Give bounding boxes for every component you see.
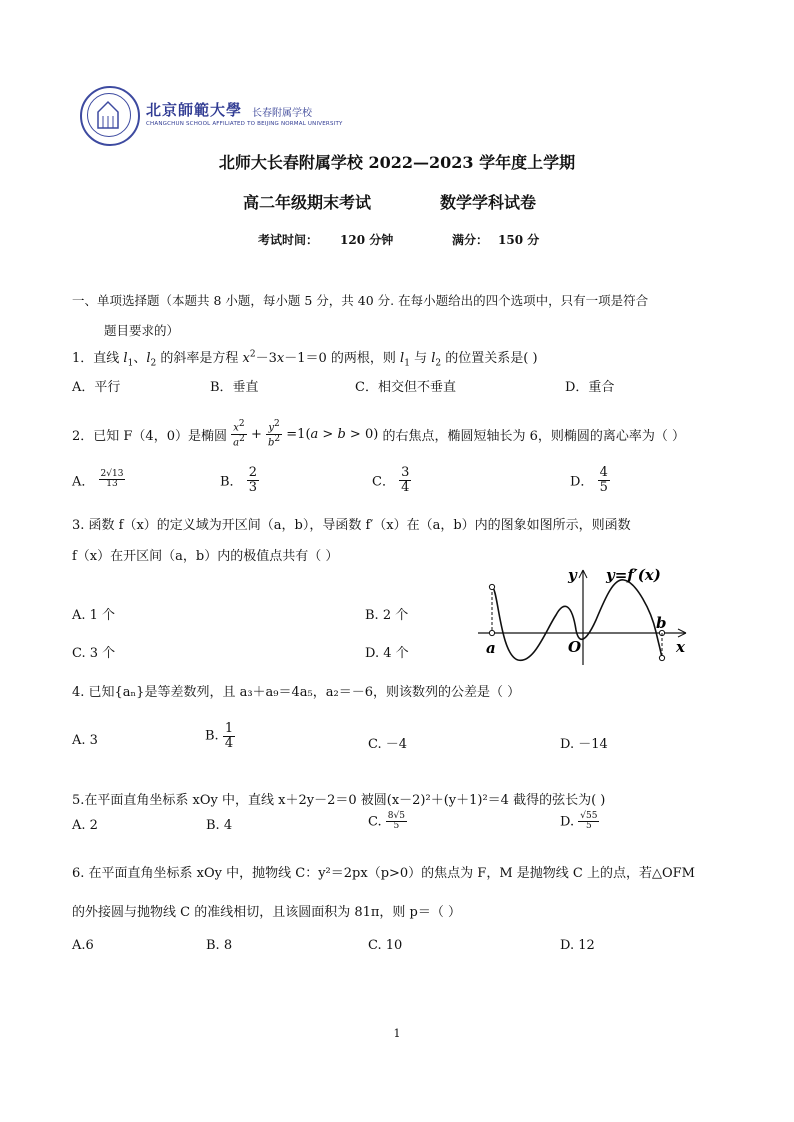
page-number: 1 [393, 1027, 401, 1040]
origin-label: O [568, 638, 582, 656]
q3-option-b: B. 2 个 [365, 608, 409, 623]
exam-subtitle-grade: 高二年级期末考试 [243, 193, 372, 212]
q6-option-c: C. 10 [368, 938, 403, 953]
a-endpoint [489, 584, 494, 589]
a-label: a [486, 639, 496, 657]
q5-option-a: A. 2 [72, 818, 98, 833]
question-6-stem-line1: 6. 在平面直角坐标系 xOy 中，抛物线 C：y²＝2px（p>0）的焦点为 F，M 是抛物线 C 上的点，若△OFM [72, 866, 695, 881]
derivative-graph [476, 560, 696, 670]
q4-option-c: C. －4 [368, 737, 408, 752]
logo-university-name: 北京師範大學 [146, 101, 243, 119]
q4-option-d: D. －14 [560, 737, 608, 752]
function-label: y=f′(x) [606, 566, 661, 584]
full-score-value: 150 分 [498, 233, 540, 247]
q6-option-d: D. 12 [560, 938, 595, 953]
q2-option-a: A． $\frac{2√13}{13}$ [72, 469, 124, 490]
q6-option-b: B. 8 [206, 938, 233, 953]
exam-time-value: 120 分钟 [340, 233, 394, 247]
question-1-stem: 1．直线 $l_1$、$l_2$ 的斜率是方程 $x^2-3x-1=0$ 的两根，则 $l_1$ 与 $l_2$ 的位置关系是( ) [72, 349, 538, 369]
full-score-label: 满分： [452, 233, 489, 247]
a-axis-point [489, 630, 494, 635]
q3-option-d: D. 4 个 [365, 646, 409, 661]
b-label: b [656, 614, 667, 632]
seal-building-icon [95, 98, 121, 130]
q5-option-d: D. $\frac{√55}{5}$ [560, 811, 598, 832]
q1-option-d: D．重合 [565, 380, 615, 395]
question-4-stem: 4. 已知{aₙ}是等差数列，且 a₃＋a₉＝4a₅，a₂＝－6，则该数列的公差是（ ） [72, 685, 521, 700]
q3-option-a: A. 1 个 [72, 608, 116, 623]
q3-option-c: C. 3 个 [72, 646, 116, 661]
x-axis-label: x [676, 638, 685, 656]
q2-option-b: B． $\frac{2}{3}$ [220, 465, 257, 495]
logo-school-name: 长春附属学校 [252, 108, 312, 119]
logo-english-name: CHANGCHUN SCHOOL AFFILIATED TO BEIJING NORMAL UNIVERSITY [146, 121, 343, 127]
question-3-stem-line1: 3. 函数 f（x）的定义域为开区间（a，b），导函数 f′（x）在（a，b）内的图象如图所示，则函数 [72, 518, 631, 533]
question-3-stem-line2: f（x）在开区间（a，b）内的极值点共有（ ） [72, 549, 339, 564]
q5-option-b: B. 4 [206, 818, 233, 833]
section-heading: 一、单项选择题（本题共 8 小题，每小题 5 分，共 40 分. 在每小题给出的四个选项中，只有一项是符合 [72, 293, 649, 308]
q5-option-c: C. $\frac{8√5}{5}$ [368, 811, 405, 832]
section-heading-cont: 题目要求的） [104, 323, 180, 338]
q4-option-b: B. $\frac{1}{4}$ [205, 721, 234, 751]
q2-option-c: C． $\frac{3}{4}$ [372, 465, 410, 495]
q6-option-a: A.6 [72, 938, 94, 953]
question-2-stem: 2．已知 F（4，0）是椭圆 $\frac{x^2}{a^2}$ + $\frac{y^2}{b^2}$ =1(a > b > 0) 的右焦点，椭圆短轴长为 6，则椭圆的离心率为（ ） [72, 419, 685, 449]
question-5-stem: 5.在平面直角坐标系 xOy 中，直线 x＋2y－2＝0 被圆(x－2)²＋(y＋1)²＝4 截得的弦长为( ) [72, 793, 606, 808]
question-6-stem-line2: 的外接圆与抛物线 C 的准线相切，且该圆面积为 81π，则 p＝（ ） [72, 905, 462, 920]
exam-title: 北师大长春附属学校 2022—2023 学年度上学期 [218, 153, 576, 172]
exam-subtitle-subject: 数学学科试卷 [440, 193, 537, 212]
y-axis-label: y [568, 566, 577, 584]
q1-option-a: A．平行 [72, 380, 121, 395]
q4-option-a: A. 3 [72, 733, 98, 748]
q1-option-b: B．垂直 [210, 380, 259, 395]
q1-option-c: C．相交但不垂直 [355, 380, 456, 395]
exam-time-label: 考试时间： [258, 233, 319, 247]
q2-option-d: D． $\frac{4}{5}$ [570, 465, 608, 495]
